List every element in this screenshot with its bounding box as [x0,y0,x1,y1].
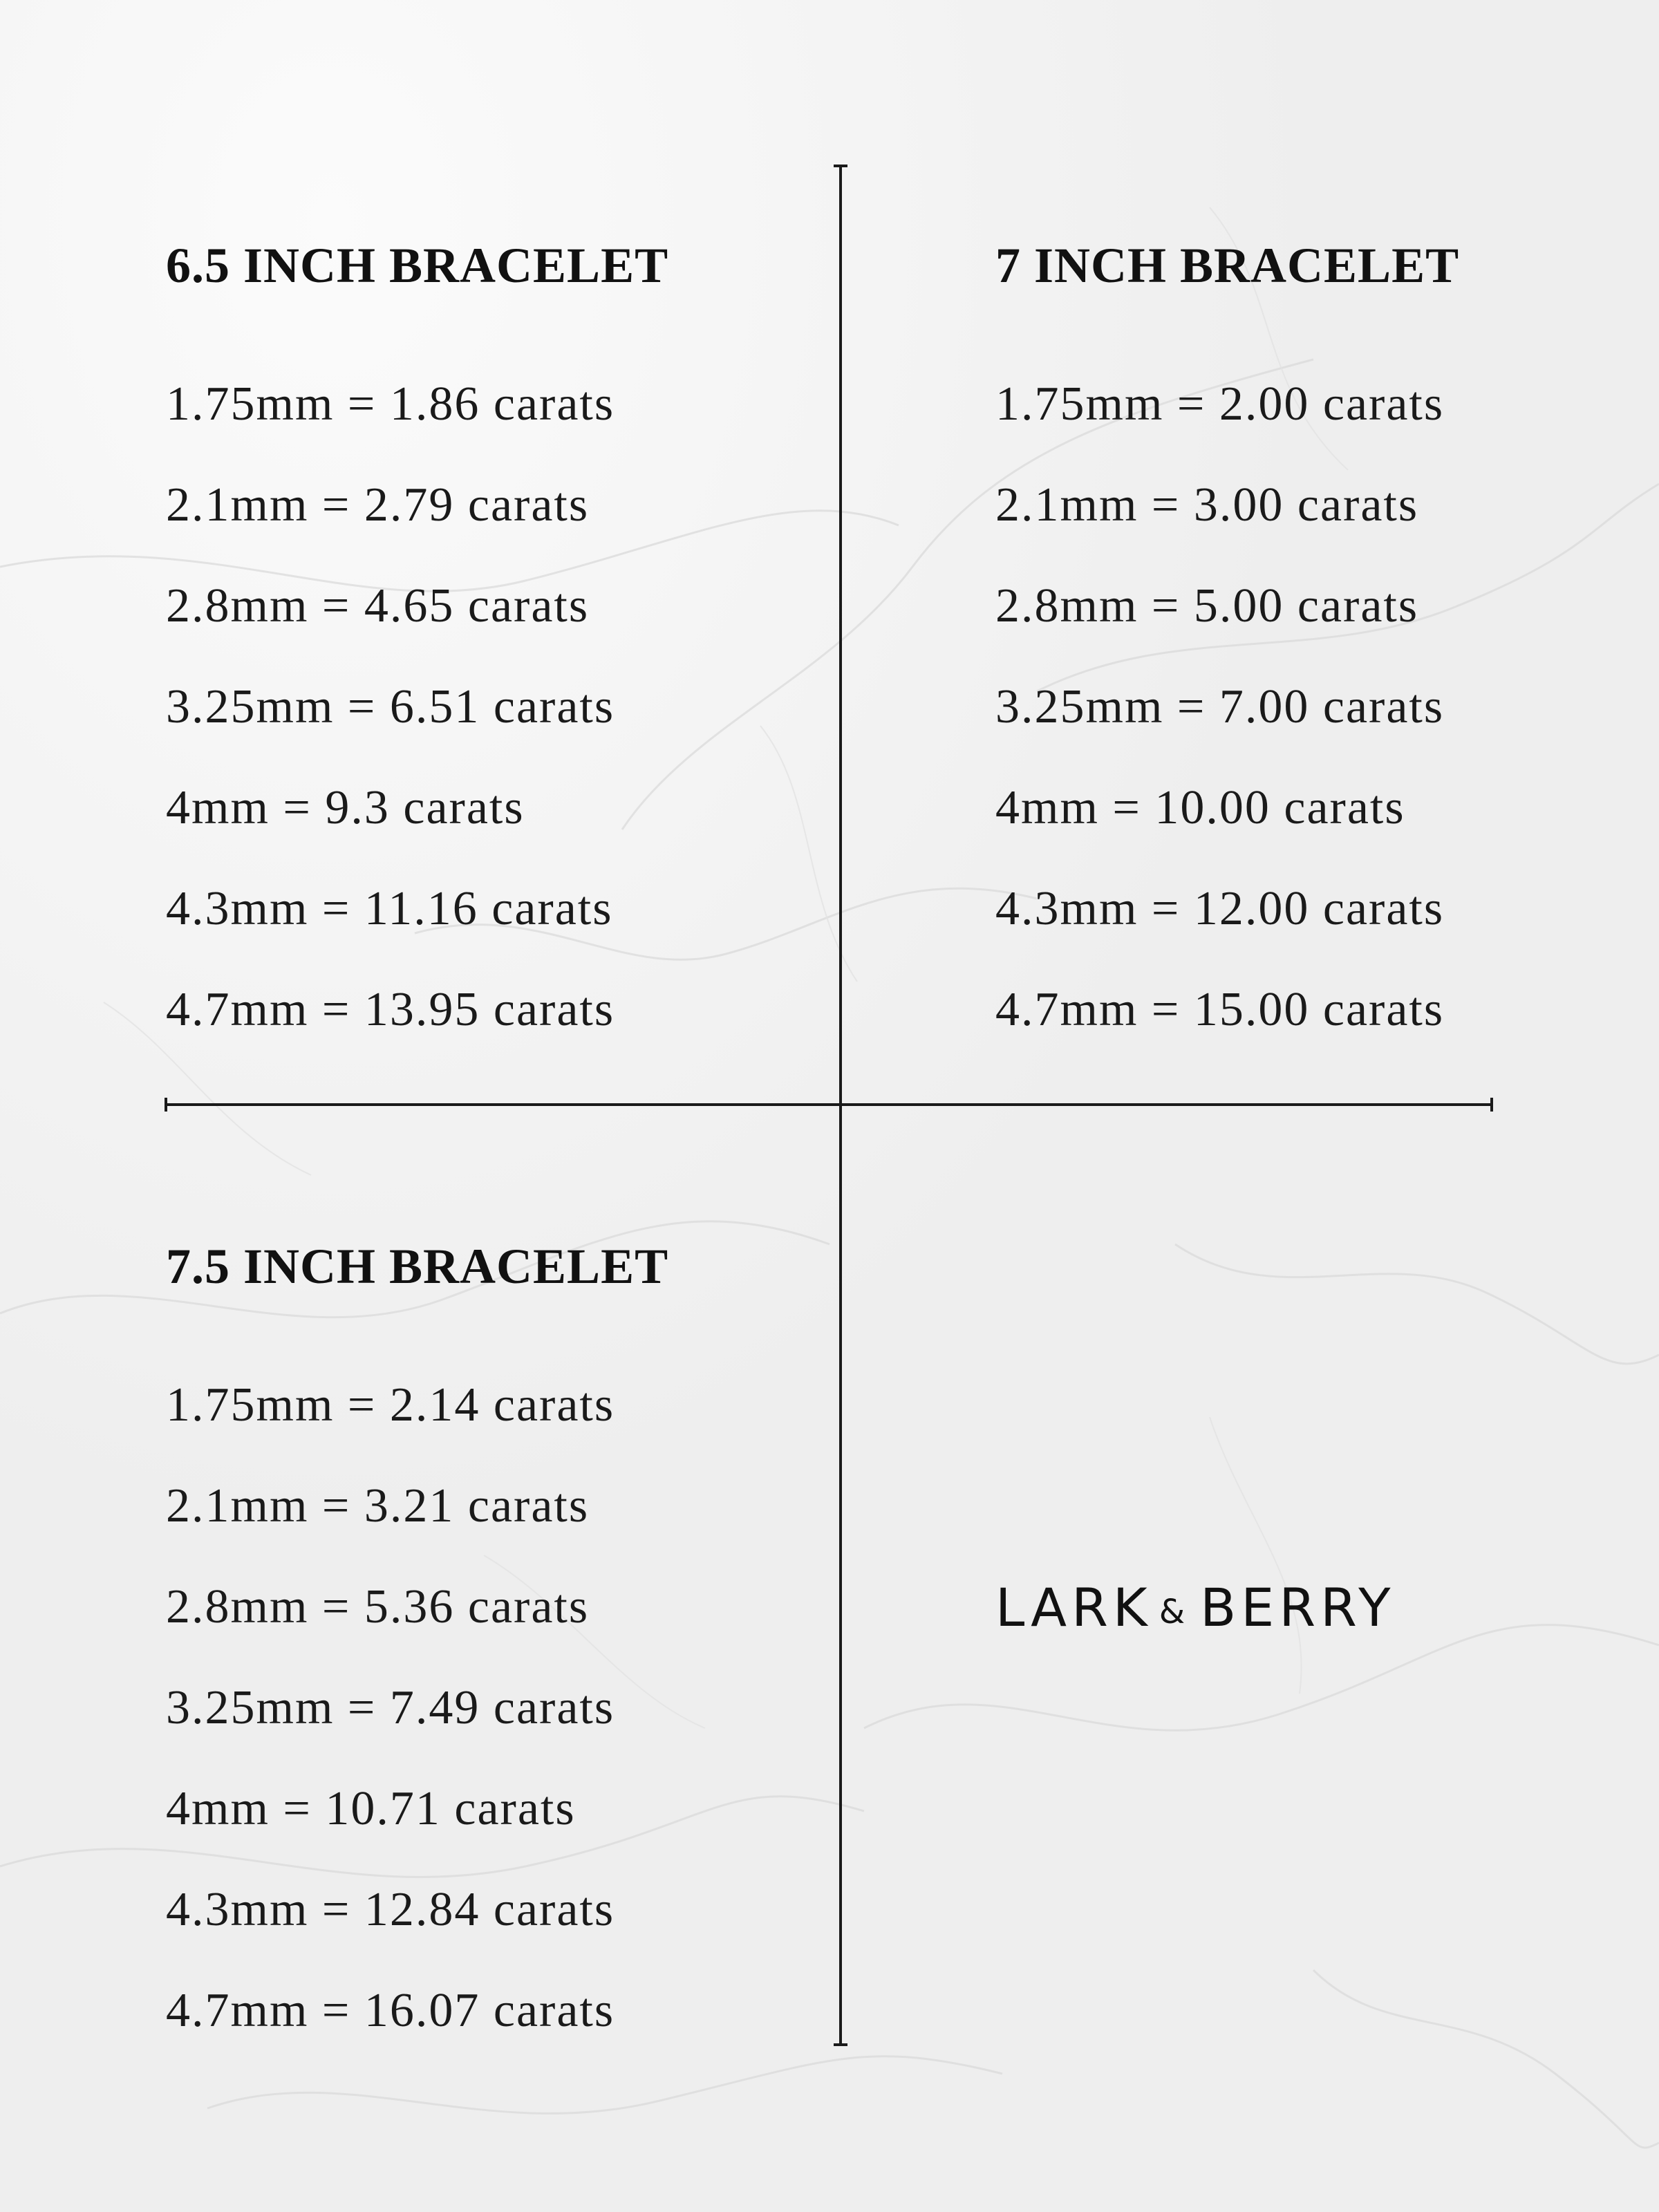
brand-logo-right: BERRY [1200,1577,1396,1638]
size-row: 4.7mm = 16.07 carats [166,1984,615,2037]
section-heading: 7 INCH BRACELET [995,238,1460,293]
size-row: 1.75mm = 2.14 carats [166,1378,615,1432]
size-row: 2.8mm = 5.00 carats [995,579,1419,632]
size-row: 3.25mm = 7.49 carats [166,1681,615,1734]
size-row: 4mm = 10.71 carats [166,1782,576,1835]
size-row: 3.25mm = 6.51 carats [166,680,615,733]
size-row: 4mm = 9.3 carats [166,781,525,834]
size-row: 4.3mm = 12.84 carats [166,1883,615,1936]
size-row: 1.75mm = 1.86 carats [166,377,615,431]
size-row: 1.75mm = 2.00 carats [995,377,1445,431]
brand-logo-ampersand: & [1159,1593,1185,1631]
brand-logo-left: LARK [995,1577,1152,1638]
section-heading: 7.5 INCH BRACELET [166,1239,669,1294]
size-row: 4.7mm = 15.00 carats [995,983,1445,1036]
size-row: 2.1mm = 3.21 carats [166,1479,590,1533]
size-row: 4.3mm = 11.16 carats [166,882,613,935]
size-row: 2.8mm = 4.65 carats [166,579,590,632]
size-row: 2.1mm = 2.79 carats [166,478,590,532]
section-heading: 6.5 INCH BRACELET [166,238,669,293]
size-row: 4mm = 10.00 carats [995,781,1405,834]
size-row: 4.3mm = 12.00 carats [995,882,1445,935]
size-row: 2.1mm = 3.00 carats [995,478,1419,532]
size-row: 4.7mm = 13.95 carats [166,983,615,1036]
size-row: 3.25mm = 7.00 carats [995,680,1445,733]
size-row: 2.8mm = 5.36 carats [166,1580,590,1633]
brand-logo [995,1577,1396,1638]
